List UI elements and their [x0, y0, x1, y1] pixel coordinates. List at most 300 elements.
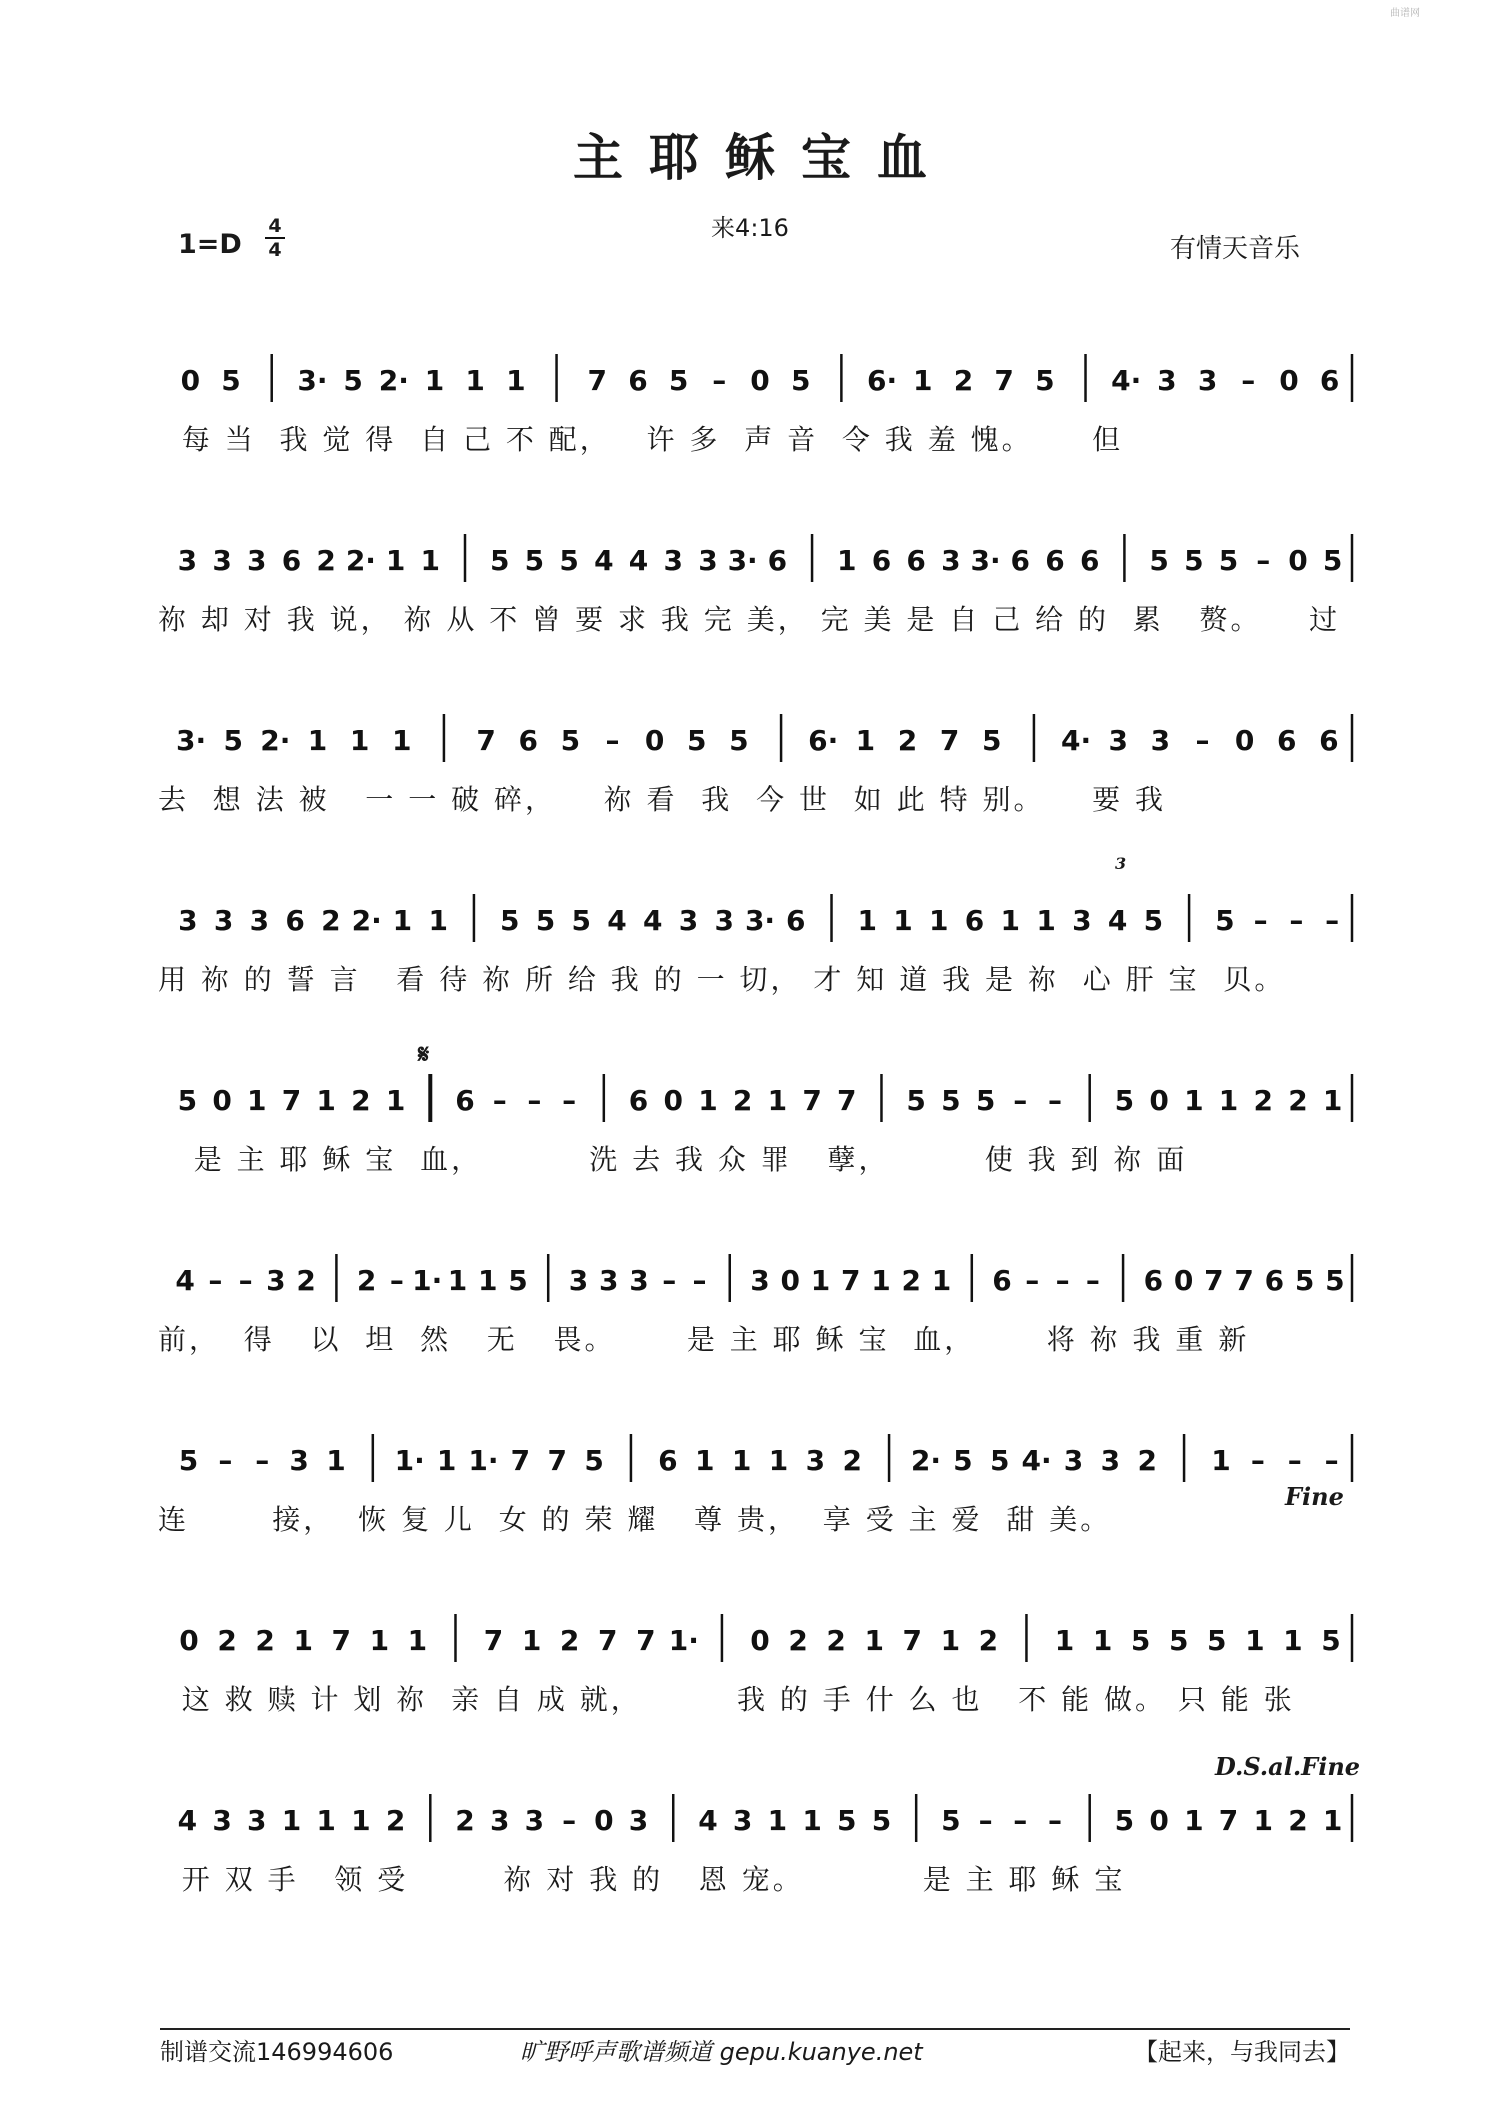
- note: 2: [1288, 1084, 1308, 1117]
- note: 5: [953, 1444, 973, 1477]
- note: 6: [871, 544, 892, 577]
- note: 5: [559, 544, 579, 577]
- note: 3: [266, 1264, 286, 1297]
- notes-row: [160, 700, 1360, 780]
- note: 5: [837, 1804, 857, 1837]
- note: 1: [428, 904, 448, 937]
- note: 1: [392, 724, 412, 757]
- note: 1: [420, 544, 441, 577]
- note: 7: [939, 724, 960, 757]
- note: 2: [1253, 1084, 1273, 1117]
- note: 7: [510, 1444, 531, 1477]
- note: 3: [247, 544, 267, 577]
- dash-sustain: –: [238, 1264, 253, 1297]
- note: 1: [767, 1084, 788, 1117]
- note: 7: [802, 1084, 822, 1117]
- note: 2: [356, 1264, 377, 1297]
- note: 5: [729, 724, 749, 757]
- lyrics-line: 前， 得 以 坦 然 无 畏。 是 主 耶 稣 宝 血， 将 祢 我 重 新: [158, 1323, 1250, 1356]
- note: 0: [644, 724, 665, 757]
- footer-contact: 制谱交流146994606: [160, 2038, 394, 2066]
- note: 3: [1108, 724, 1128, 757]
- lyrics-line: 连 接， 恢 复 儿 女 的 荣 耀 尊 贵， 享 受 主 爱 甜 美。: [158, 1503, 1112, 1536]
- note: 6: [628, 364, 648, 397]
- note: 1: [316, 1804, 336, 1837]
- note: 0: [750, 364, 770, 397]
- note: 2: [316, 544, 336, 577]
- song-title: 主耶稣宝血: [573, 128, 953, 187]
- note: 1: [1253, 1804, 1273, 1837]
- system-7: [0, 1420, 1500, 1590]
- system-3: [0, 700, 1500, 870]
- note: 2: [978, 1624, 999, 1657]
- note: 7: [1204, 1264, 1224, 1297]
- dash-sustain: –: [1013, 1084, 1028, 1117]
- dash-sustain: –: [1325, 904, 1340, 937]
- note: 3: [1072, 904, 1092, 937]
- note: 6: [1264, 1264, 1285, 1297]
- note: 0: [180, 364, 201, 397]
- note: 1: [694, 1444, 715, 1477]
- note: 3: [750, 1264, 770, 1297]
- note: 5: [975, 1084, 996, 1117]
- note: 0: [1279, 364, 1299, 397]
- note: 6: [786, 904, 806, 937]
- dash-sustain: –: [1055, 1264, 1070, 1297]
- note: 5: [1168, 1624, 1189, 1657]
- system-8: [0, 1600, 1500, 1770]
- dash-sustain: –: [1025, 1264, 1040, 1297]
- note: 2·: [378, 364, 409, 397]
- note: 1: [349, 724, 370, 757]
- note: 3: [212, 544, 232, 577]
- note: 1: [893, 904, 913, 937]
- dash-sustain: –: [1250, 1444, 1265, 1477]
- note: 1·: [412, 1264, 443, 1297]
- note: 5: [1143, 904, 1164, 937]
- note: 4·: [1061, 724, 1092, 757]
- note: 4: [175, 1264, 195, 1297]
- note: 3: [598, 1264, 619, 1297]
- note: 1: [247, 1084, 267, 1117]
- note: 3: [1063, 1444, 1084, 1477]
- notes-row: [160, 1780, 1360, 1860]
- notes-row: [160, 1600, 1360, 1680]
- note: 2: [897, 724, 918, 757]
- dash-sustain: –: [1256, 544, 1271, 577]
- lyrics-line: 这 救 赎 计 划 祢 亲 自 成 就， 我 的 手 什 么 也 不 能 做。 只 能 张: [158, 1683, 1295, 1716]
- note: 6: [964, 904, 985, 937]
- dash-sustain: –: [605, 724, 620, 757]
- note: 5: [571, 904, 591, 937]
- time-signature-bottom: 4: [268, 239, 282, 261]
- note: 7: [994, 364, 1014, 397]
- note: 6: [1045, 544, 1065, 577]
- note: 3: [1150, 724, 1171, 757]
- note: 1: [465, 364, 485, 397]
- note: 6: [1079, 544, 1100, 577]
- note: 1: [281, 1804, 302, 1837]
- system-1: [0, 340, 1500, 510]
- scripture-reference: 来4:16: [711, 214, 789, 242]
- note: 7: [547, 1444, 567, 1477]
- time-signature-top: 4: [268, 215, 282, 237]
- note: 2: [842, 1444, 862, 1477]
- note: 2: [255, 1624, 275, 1657]
- note: 3·: [297, 364, 328, 397]
- note: 2: [296, 1264, 316, 1297]
- note: 3: [663, 544, 683, 577]
- note: 5: [221, 364, 241, 397]
- note: 1: [837, 544, 857, 577]
- note: 5: [178, 1444, 199, 1477]
- note: 0: [1234, 724, 1255, 757]
- system-4: [0, 854, 1500, 1050]
- note: 3: [524, 1804, 545, 1837]
- notes-row: [160, 1060, 1360, 1140]
- note: 3: [1197, 364, 1218, 397]
- watermark: 曲谱网: [1390, 8, 1420, 19]
- note: 6·: [867, 364, 898, 397]
- note: 2·: [260, 724, 291, 757]
- note: 4: [1107, 904, 1128, 937]
- note: 1: [731, 1444, 752, 1477]
- note: 2: [217, 1624, 237, 1657]
- footer-channel: 旷野呼声歌谱频道 gepu.kuanye.net: [520, 2038, 923, 2066]
- note: 3: [247, 1804, 267, 1837]
- dash-sustain: –: [712, 364, 727, 397]
- key-signature: 1=D: [178, 229, 242, 260]
- note: 1: [913, 364, 933, 397]
- note: 1: [767, 1804, 788, 1837]
- dash-sustain: –: [527, 1084, 542, 1117]
- note: 5: [941, 1804, 961, 1837]
- note: 3: [249, 904, 270, 937]
- note: 1: [385, 544, 406, 577]
- note: 5: [1149, 544, 1169, 577]
- note: 1: [871, 1264, 891, 1297]
- note: 1·: [668, 1624, 699, 1657]
- note: 4: [607, 904, 627, 937]
- notes-row: [160, 1420, 1360, 1500]
- notes-row: [160, 340, 1360, 420]
- note: 2: [788, 1624, 808, 1657]
- note: 0: [1149, 1084, 1169, 1117]
- note: 1: [1092, 1624, 1113, 1657]
- note: 7: [837, 1084, 857, 1117]
- note: 5: [584, 1444, 604, 1477]
- note: 1: [802, 1804, 822, 1837]
- note: 2: [953, 364, 974, 397]
- segno-sign: 𝄋: [418, 1040, 430, 1070]
- note: 2·: [345, 544, 376, 577]
- note: 1: [424, 364, 445, 397]
- note: 3: [178, 904, 198, 937]
- note: 1: [768, 1444, 789, 1477]
- note: 4: [594, 544, 614, 577]
- note: 1: [1245, 1624, 1265, 1657]
- note: 5: [489, 544, 510, 577]
- note: 6: [906, 544, 926, 577]
- note: 5: [790, 364, 811, 397]
- note: 6: [1010, 544, 1031, 577]
- note: 5: [1322, 544, 1343, 577]
- note: 6: [518, 724, 538, 757]
- note: 7: [841, 1264, 861, 1297]
- lyrics-line: 是 主 耶 稣 宝 血， 洗 去 我 众 罪 孽， 使 我 到 祢 面: [158, 1143, 1188, 1176]
- dash-sustain: –: [562, 1804, 577, 1837]
- note: 2: [455, 1804, 475, 1837]
- system-2: [0, 520, 1500, 690]
- note: 5: [1184, 544, 1204, 577]
- note: 6: [1319, 364, 1340, 397]
- dash-sustain: –: [1048, 1084, 1062, 1117]
- note: 5: [535, 904, 556, 937]
- triplet-mark: 3: [1115, 854, 1127, 873]
- note: 2: [1288, 1804, 1308, 1837]
- dash-sustain: –: [562, 1084, 577, 1117]
- dash-sustain: –: [1324, 1444, 1339, 1477]
- note: 1: [855, 724, 876, 757]
- note: 3: [714, 904, 734, 937]
- fine-mark: Fine: [1285, 1482, 1344, 1511]
- note: 4: [642, 904, 663, 937]
- note: 7: [476, 724, 496, 757]
- time-signature: [265, 216, 285, 260]
- note: 3: [489, 1804, 510, 1837]
- note: 5: [177, 1084, 198, 1117]
- dash-sustain: –: [662, 1264, 677, 1297]
- note: 5: [1325, 1264, 1345, 1297]
- note: 6: [281, 544, 302, 577]
- note: 1·: [394, 1444, 425, 1477]
- dash-sustain: –: [1048, 1804, 1062, 1837]
- note: 0: [663, 1084, 683, 1117]
- note: 3: [1100, 1444, 1121, 1477]
- note: 7: [597, 1624, 618, 1657]
- note: 0: [179, 1624, 199, 1657]
- note: 1: [1036, 904, 1056, 937]
- note: 2: [826, 1624, 846, 1657]
- lyrics-line: 去 想 法 被 一 一 破 碎， 祢 看 我 今 世 如 此 特 别。 要 我: [158, 783, 1167, 816]
- note: 2: [901, 1264, 922, 1297]
- note: 1: [1322, 1084, 1343, 1117]
- notes-row: [160, 1240, 1360, 1320]
- system-6: [0, 1240, 1500, 1410]
- note: 2·: [351, 904, 382, 937]
- dash-sustain: –: [218, 1444, 233, 1477]
- dash-sustain: –: [1013, 1804, 1028, 1837]
- note: 2: [385, 1804, 406, 1837]
- notes-row: [160, 520, 1360, 600]
- note: 5: [1114, 1804, 1135, 1837]
- dash-sustain: –: [1287, 1444, 1302, 1477]
- note: 3: [678, 904, 699, 937]
- note: 1: [1322, 1804, 1343, 1837]
- note: 1: [931, 1264, 952, 1297]
- ds-al-fine-mark: D.S.al.Fine: [1215, 1752, 1361, 1781]
- note: 7: [1234, 1264, 1254, 1297]
- note: 6: [285, 904, 305, 937]
- note: 3·: [727, 544, 758, 577]
- note: 7: [483, 1624, 504, 1657]
- note: 1: [326, 1444, 346, 1477]
- system-9: [0, 1752, 1500, 1950]
- note: 1: [407, 1624, 428, 1657]
- note: 1: [857, 904, 878, 937]
- note: 5: [1207, 1624, 1227, 1657]
- note: 5: [941, 1084, 961, 1117]
- note: 1: [392, 904, 413, 937]
- lyrics-line: 每 当 我 觉 得 自 己 不 配， 许 多 声 音 令 我 羞 愧。 但: [158, 423, 1124, 456]
- note: 6: [767, 544, 788, 577]
- note: 7: [902, 1624, 923, 1657]
- note: 6·: [808, 724, 839, 757]
- note: 3·: [176, 724, 207, 757]
- note: 7: [636, 1624, 656, 1657]
- note: 3: [289, 1444, 309, 1477]
- note: 5: [1294, 1264, 1315, 1297]
- lyrics-line: 开 双 手 领 受 祢 对 我 的 恩 宠。 是 主 耶 稣 宝: [158, 1863, 1126, 1896]
- note: 3: [732, 1804, 753, 1837]
- note: 5: [343, 364, 363, 397]
- lyrics-line: 用 祢 的 誓 言 看 待 祢 所 给 我 的 一 切， 才 知 道 我 是 祢 心 肝 宝 贝。: [158, 963, 1286, 996]
- note: 3: [177, 544, 198, 577]
- footer-album: 【起来，与我同去】: [1134, 2038, 1350, 2066]
- note: 4: [177, 1804, 198, 1837]
- system-5: [0, 1040, 1500, 1230]
- note: 0: [212, 1084, 232, 1117]
- note: 3: [213, 904, 234, 937]
- note: 3: [805, 1444, 826, 1477]
- note: 7: [281, 1084, 302, 1117]
- note: 7: [1218, 1804, 1239, 1837]
- note: 5: [871, 1804, 892, 1837]
- dash-sustain: –: [1195, 724, 1210, 757]
- note: 6: [455, 1084, 475, 1117]
- note: 0: [1173, 1264, 1194, 1297]
- dash-sustain: –: [1289, 904, 1304, 937]
- lyrics-line: 祢 却 对 我 说， 祢 从 不 曾 要 求 我 完 美， 完 美 是 自 己 给 的 累 赘。 过: [158, 603, 1341, 636]
- note: 4: [628, 544, 649, 577]
- note: 0: [750, 1624, 770, 1657]
- note: 5: [524, 544, 545, 577]
- dash-sustain: –: [1085, 1264, 1100, 1297]
- note: 3: [941, 544, 961, 577]
- note: 3: [568, 1264, 589, 1297]
- note: 1: [477, 1264, 498, 1297]
- note: 1: [351, 1804, 371, 1837]
- note: 5: [1130, 1624, 1151, 1657]
- note: 5: [687, 724, 707, 757]
- note: 5: [223, 724, 243, 757]
- note: 5: [1321, 1624, 1341, 1657]
- note: 3: [1157, 364, 1177, 397]
- note: 1: [1283, 1624, 1303, 1657]
- notes-row: [160, 880, 1360, 960]
- dash-sustain: –: [1253, 904, 1268, 937]
- note: 1: [698, 1084, 718, 1117]
- note: 1: [369, 1624, 390, 1657]
- note: 5: [982, 724, 1002, 757]
- note: 1: [307, 724, 328, 757]
- note: 6: [992, 1264, 1012, 1297]
- note: 1: [316, 1084, 336, 1117]
- note: 3: [698, 544, 718, 577]
- note: 1: [385, 1084, 406, 1117]
- dash-sustain: –: [389, 1264, 404, 1297]
- note: 5: [1114, 1084, 1135, 1117]
- note: 1: [940, 1624, 961, 1657]
- note: 1: [1218, 1084, 1239, 1117]
- note: 4·: [1111, 364, 1142, 397]
- note: 2: [1137, 1444, 1157, 1477]
- note: 2: [321, 904, 341, 937]
- note: 1: [1054, 1624, 1075, 1657]
- note: 1: [1211, 1444, 1231, 1477]
- note: 6: [628, 1084, 649, 1117]
- note: 3: [628, 1804, 649, 1837]
- note: 5: [560, 724, 581, 757]
- note: 5: [1215, 904, 1235, 937]
- note: 6: [1277, 724, 1297, 757]
- note: 6: [1319, 724, 1339, 757]
- note: 1: [864, 1624, 884, 1657]
- note: 1: [436, 1444, 457, 1477]
- note: 0: [1288, 544, 1308, 577]
- note: 1: [1184, 1804, 1204, 1837]
- note: 1: [447, 1264, 468, 1297]
- note: 3: [212, 1804, 232, 1837]
- note: 5: [1218, 544, 1239, 577]
- note: 0: [1149, 1804, 1169, 1837]
- dash-sustain: –: [1241, 364, 1256, 397]
- note: 4·: [1021, 1444, 1052, 1477]
- note: 5: [1035, 364, 1055, 397]
- dash-sustain: –: [692, 1264, 707, 1297]
- note: 3: [629, 1264, 649, 1297]
- dash-sustain: –: [208, 1264, 223, 1297]
- note: 1: [929, 904, 949, 937]
- note: 4: [698, 1804, 718, 1837]
- note: 0: [594, 1804, 614, 1837]
- note: 1: [1184, 1084, 1204, 1117]
- note: 1: [1000, 904, 1021, 937]
- note: 5: [499, 904, 520, 937]
- publisher: 有情天音乐: [1170, 234, 1301, 264]
- footer-rule: [160, 2028, 1350, 2030]
- note: 2: [732, 1084, 753, 1117]
- dash-sustain: –: [978, 1804, 993, 1837]
- note: 5: [989, 1444, 1010, 1477]
- note: 5: [668, 364, 689, 397]
- note: 1: [293, 1624, 313, 1657]
- dash-sustain: –: [255, 1444, 270, 1477]
- note: 1·: [468, 1444, 499, 1477]
- note: 2: [351, 1084, 371, 1117]
- note: 3·: [744, 904, 776, 937]
- note: 5: [508, 1264, 528, 1297]
- note: 1: [506, 364, 526, 397]
- note: 3·: [970, 544, 1001, 577]
- note: 2: [559, 1624, 580, 1657]
- note: 6: [1143, 1264, 1164, 1297]
- note: 6: [658, 1444, 678, 1477]
- note: 1: [810, 1264, 831, 1297]
- note: 7: [331, 1624, 352, 1657]
- note: 0: [780, 1264, 800, 1297]
- dash-sustain: –: [492, 1084, 507, 1117]
